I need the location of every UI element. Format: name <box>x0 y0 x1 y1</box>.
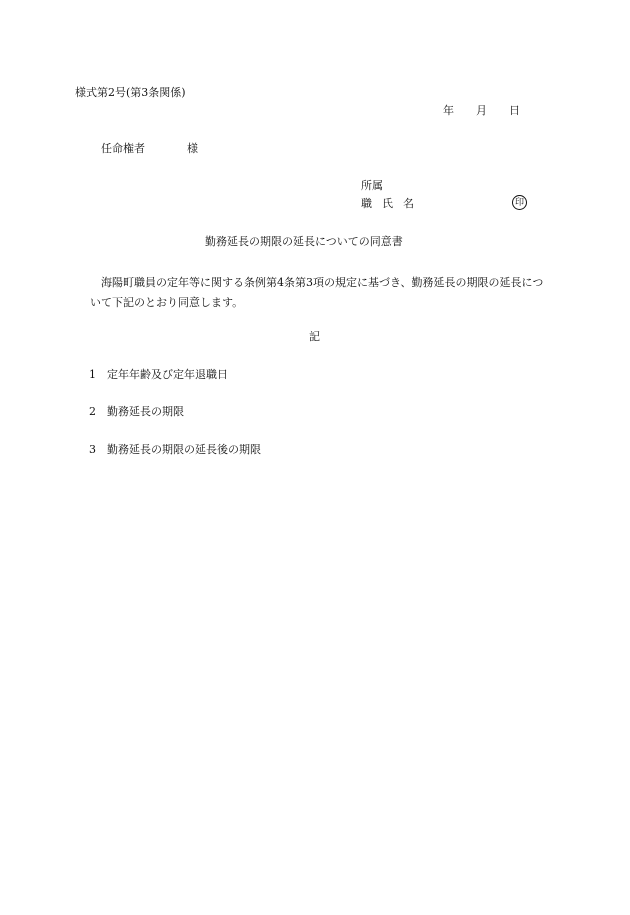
name-char: 氏 <box>382 197 393 210</box>
addressee <box>101 143 198 154</box>
record-mark: 記 <box>309 330 320 343</box>
body-paragraph: 海陽町職員の定年等に関する条例第4条第3項の規定に基づき、勤務延長の期限の延長について下記のとおり同意します。 <box>90 276 544 309</box>
document-title: 勤務延長の期限の延長についての同意書 <box>205 235 403 248</box>
item-number: 1 <box>89 368 96 381</box>
month-label: 月 <box>476 104 487 117</box>
addressee-honorific: 様 <box>187 142 198 155</box>
item-label: 勤務延長の期限の延長後の期限 <box>107 443 261 456</box>
name-char: 職 <box>361 197 372 210</box>
name-label <box>361 198 414 209</box>
day-label: 日 <box>509 104 520 117</box>
item-number: 3 <box>89 443 96 456</box>
affiliation-label: 所属 <box>361 179 383 192</box>
list-item <box>89 369 228 380</box>
year-label: 年 <box>443 104 454 117</box>
list-item <box>89 406 184 417</box>
date-line <box>443 105 520 116</box>
seal-mark: 印 <box>512 195 527 210</box>
addressee-title: 任命権者 <box>101 142 145 155</box>
item-label: 勤務延長の期限 <box>107 405 184 418</box>
name-char: 名 <box>403 197 414 210</box>
list-item <box>89 444 261 455</box>
item-number: 2 <box>89 405 96 418</box>
form-number: 様式第2号(第3条関係) <box>75 86 186 99</box>
item-label: 定年年齢及び定年退職日 <box>107 368 228 381</box>
